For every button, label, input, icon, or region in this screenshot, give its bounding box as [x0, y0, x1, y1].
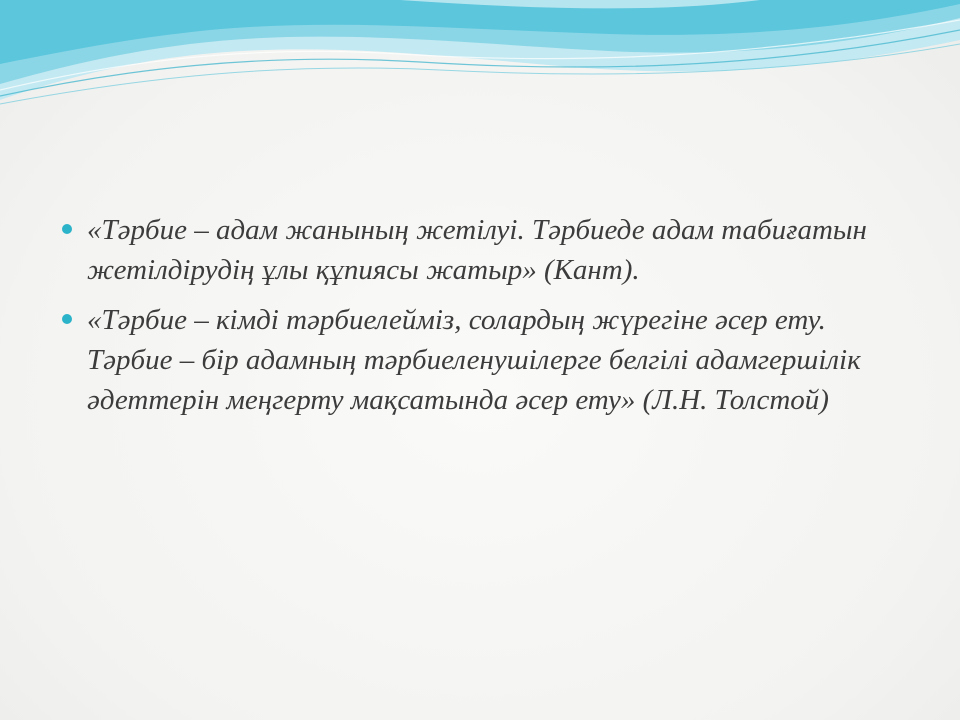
- bullet-dot-icon: [62, 224, 72, 234]
- quote-text: «Тәрбие – адам жанының жетілуі. Тәрбиеде адам табиғатын жетілдірудің ұлы құпиясы жатыр» (Кант).: [87, 214, 867, 286]
- slide-body: [60, 210, 910, 430]
- bullet-dot-icon: [62, 314, 72, 324]
- decorative-wave-header: [0, 0, 960, 110]
- quote-item-tolstoy: [60, 300, 910, 420]
- quote-item-kant: [60, 210, 910, 290]
- quote-text: «Тәрбие – кімді тәрбиелейміз, солардың жүрегіне әсер ету. Тәрбие – бір адамның тәрбиеленушілерге белгілі адамгершілік әдеттерін меңгерту мақсатында әсер ету» (Л.Н. Толстой): [87, 304, 861, 416]
- quote-list: [60, 210, 910, 420]
